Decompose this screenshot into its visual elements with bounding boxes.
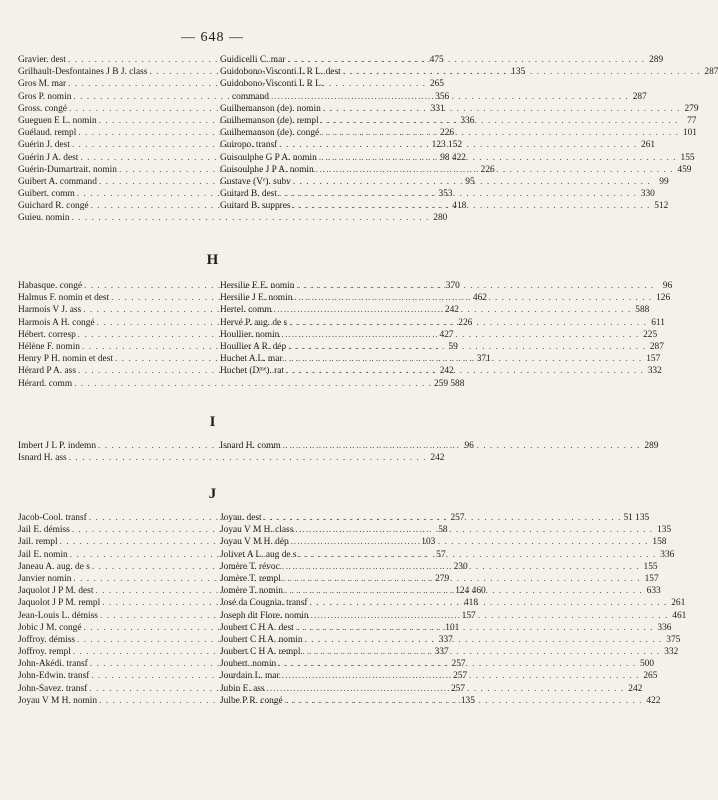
index-entry: Huchet (Dᵐᵉ). rat . . . 332: [220, 365, 413, 377]
index-entry: Gros M. mar . . . 265: [18, 78, 211, 90]
index-entry: Imbert J L P. indemn . . . 96: [18, 440, 211, 452]
index-entry: Jaquolot J P M. rempl . . . 418: [18, 597, 211, 609]
index-entry: Jomère T. rempl . . . 157: [220, 573, 413, 585]
index-entry: Gros P. nomin . . . 356: [18, 91, 211, 103]
page-number: — 648 —: [181, 30, 244, 45]
index-entry: command . . . 287: [220, 91, 413, 103]
index-entry: Jubin E. ass . . . 242: [220, 683, 413, 695]
index-entry: Janvier nomin . . . 279: [18, 573, 211, 585]
index-entry: Jourdain L. mar . . . 265: [220, 670, 413, 682]
index-entry: Guidobono-Visconti L R L.: [220, 79, 324, 90]
index-entry: Gustave (Vᵉ). subv . . . 99: [220, 176, 413, 188]
index-entry: Guitard B. dest . . . 330: [220, 188, 413, 200]
index-entry: Harmois A H. congé . . . 226: [18, 317, 211, 329]
index-entry: Joyau V M H. nomin . . . 135: [18, 695, 211, 707]
section-heading-i: I: [209, 414, 216, 430]
index-entry: John-Akédi. transf . . . 257: [18, 658, 211, 670]
index-entry: Guisoulphe G P A. nomin . . . 155: [220, 152, 413, 164]
index-entry: Hervé P. aug. de s . . . 611: [220, 317, 413, 329]
index-entry: Joseph dit Flore. nomin . . . 461: [220, 610, 413, 622]
index-entry: Hébert. corresp . . . 427: [18, 329, 211, 341]
index-entry: Guilhemanson (de). congé . . . 101: [220, 127, 413, 139]
index-entry: Jail. rempl . . . 103: [18, 536, 211, 548]
index-entry: Guiropo. transf . . . 261: [220, 139, 413, 151]
index-entry: Jolivet A L. aug de s . . . 336: [220, 549, 413, 561]
index-entry: Jaquolot J P M. dest . . . 124 460: [18, 585, 211, 597]
index-entry: Isnard H. ass . . . 242: [18, 452, 211, 464]
index-entry: Guibert A. command . . . 95: [18, 176, 211, 188]
index-entry: Joffroy. rempl . . . 337: [18, 646, 211, 658]
index-entry: Joubert C H A. dest . . . 336: [220, 622, 413, 634]
index-entry: Hersilie J E. nomin . . . 126: [220, 292, 413, 304]
index-entry: Jomère T. révoc . . . 155: [220, 561, 413, 573]
index-entry: Gueguen E L. nomin . . . 336: [18, 115, 211, 127]
index-entry: Joyau V M H. dép . . . 158: [220, 536, 413, 548]
index-entry: Jobic J M. congé . . . 101: [18, 622, 211, 634]
index-entry: Guichard R. congé . . . 418: [18, 200, 211, 212]
index-entry: Guidobono-Visconti L R L. dest . . . 287: [220, 66, 413, 78]
index-entry: Joubert C H A. rempl . . . 332: [220, 646, 413, 658]
index-entry: Guisoulphe J P A. nomin . . . 459: [220, 164, 413, 176]
index-entry: Houllier. nomin . . . 225: [220, 329, 413, 341]
index-entry: Guidicelli C. mar . . . 289: [220, 54, 413, 66]
index-entry: Joyau. dest . . . 51 135: [220, 512, 413, 524]
index-entry: Guérin J A. dest . . . 98 422: [18, 152, 211, 164]
index-entry: Guérin J. dest . . . 123 152: [18, 139, 211, 151]
index-entry: John-Savez. transf . . . 257: [18, 683, 211, 695]
index-entry: José da Cougnia. transf . . . 261: [220, 597, 413, 609]
index-entry: Guilhemanson (de). rempl . . . 77: [220, 115, 413, 127]
index-entry: Grilhault-Desfontaines J B J. class . . . 135: [18, 66, 211, 78]
index-entry: Isnard H. comm . . . 289: [220, 440, 413, 452]
index-section-h: [18, 280, 673, 390]
index-entry: Janeau A. aug. de s . . . 230: [18, 561, 211, 573]
index-entry: Henry P H. nomin et dest . . . 371: [18, 353, 211, 365]
index-entry: Jail E. démiss . . . 58: [18, 524, 211, 536]
index-entry: Joubert C H A. nomin . . . 375: [220, 634, 413, 646]
section-heading-j: J: [208, 486, 217, 502]
index-entry: Joffroy. démiss . . . 337: [18, 634, 211, 646]
index-entry: Huchet A L. mar . . . 157: [220, 353, 413, 365]
index-entry: Habasque. congé . . . 370: [18, 280, 211, 292]
section-heading-h: H: [206, 252, 219, 268]
index-entry: Gravier. dest . . . 475: [18, 54, 211, 66]
index-entry: Guieu. nomin . . . 280: [18, 212, 211, 224]
index-entry: Hersilie E E. nomin . . . 96: [220, 280, 413, 292]
index-entry: Guilhemanson (de). nomin . . . 279: [220, 103, 413, 115]
index-entry: Jail E. nomin . . . 57: [18, 549, 211, 561]
index-entry: Guérin-Dumartrait. nomin . . . 226: [18, 164, 211, 176]
index-entry: Guélaud. rempl . . . 226: [18, 127, 211, 139]
index-section-i: [18, 440, 659, 464]
index-entry: Halmus F. nomin et dest . . . 462: [18, 292, 211, 304]
index-entry: Jean-Louis L. démiss . . . 157: [18, 610, 211, 622]
index-entry: Hertel. comm . . . 588: [220, 304, 413, 316]
index-entry: Harmois V J. ass . . . 242: [18, 304, 211, 316]
index-entry: Houllier A R. dép . . . 287: [220, 341, 413, 353]
index-entry: Joyau V M H. class . . . 135: [220, 524, 413, 536]
index-entry: Guitard B. suppres . . . 512: [220, 200, 413, 212]
index-entry: Guibert. comm . . . 353: [18, 188, 211, 200]
index-entry: John-Edwin. transf . . . 257: [18, 670, 211, 682]
index-section-g: [18, 54, 718, 225]
index-entry: Jomère T. nomin . . . 633: [220, 585, 413, 597]
index-entry: Gross. congé . . . 331: [18, 103, 211, 115]
index-entry: Hérard P A. ass . . . 242: [18, 365, 211, 377]
index-entry: Hérard. comm . . . 259 588: [18, 378, 211, 390]
index-entry: Hélène F. nomin . . . 59: [18, 341, 211, 353]
index-entry: Jacob-Cool. transf . . . 257: [18, 512, 211, 524]
index-section-j: [18, 512, 687, 707]
index-entry: Joubert. nomin . . . 500: [220, 658, 413, 670]
index-entry: Julbe P R. congé . . . 422: [220, 695, 413, 707]
